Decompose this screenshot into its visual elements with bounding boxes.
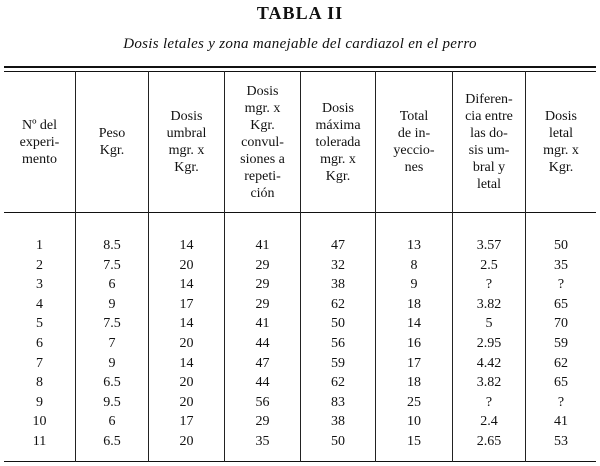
table-cell: 62 <box>331 296 345 312</box>
table-title: TABLA II <box>256 3 344 23</box>
table-cell: 2.95 <box>476 335 502 351</box>
table-cell: 50 <box>331 316 345 332</box>
column-max-tolerated-dose <box>301 236 375 452</box>
table-cell: ? <box>557 394 565 410</box>
table-cell: 41 <box>255 238 270 253</box>
header-total-injections: Total de in- yeccio- nes <box>393 109 435 175</box>
column-convulsion-dose <box>225 236 300 452</box>
table-cell: 38 <box>331 277 345 293</box>
header-dose-difference: Diferen- cia entre las do- sis um- bral y letal <box>465 92 513 192</box>
header-experiment: Nº del experi- mento <box>19 117 60 167</box>
table-cell: 53 <box>554 433 568 449</box>
table-cell: 9.5 <box>103 394 121 410</box>
table-cell: 20 <box>179 433 194 449</box>
table-cell: 4.42 <box>476 355 502 371</box>
header-weight: Peso Kgr. <box>98 126 126 158</box>
table-cell: 6 <box>108 277 116 293</box>
table-cell: 62 <box>331 375 345 391</box>
header-lethal-dose: Dosis letal mgr. x Kgr. <box>543 109 579 175</box>
column-threshold-dose <box>149 236 224 452</box>
table-cell: 62 <box>554 355 568 371</box>
table-cell: 6.5 <box>103 433 121 449</box>
table-cell: 14 <box>179 277 194 293</box>
table-cell: 18 <box>407 375 421 391</box>
table-cell: 50 <box>331 433 345 449</box>
table-subtitle: Dosis letales y zona manejable del cardiazol en el perro <box>123 36 477 52</box>
table-cell: 20 <box>179 335 194 351</box>
table-cell: 3.82 <box>476 375 502 391</box>
table-cell: 9 <box>410 277 418 293</box>
table-cell: 17 <box>179 296 194 312</box>
table-cell: 29 <box>255 414 270 430</box>
table-cell: 14 <box>179 355 194 371</box>
table-cell: 6 <box>108 414 116 430</box>
table-cell: 7 <box>108 335 116 351</box>
table-cell: 59 <box>554 335 568 351</box>
table-cell: 25 <box>407 394 421 410</box>
table-cell: 35 <box>554 257 568 273</box>
table-cell: 9 <box>36 394 43 410</box>
table-cell: 20 <box>179 394 194 410</box>
table-cell: 2.65 <box>476 433 502 449</box>
table-cell: ? <box>485 394 493 410</box>
table-cell: 16 <box>407 335 421 351</box>
table-cell: 41 <box>554 414 568 430</box>
table-cell: 14 <box>179 238 194 253</box>
table-cell: 44 <box>255 335 270 351</box>
table-cell: 32 <box>331 257 345 273</box>
table-cell: 4 <box>36 296 43 312</box>
table-cell: 2 <box>36 257 43 273</box>
table-cell: 3 <box>36 277 43 293</box>
column-lethal-dose <box>526 236 596 452</box>
table-cell: 7.5 <box>103 316 121 332</box>
table-cell: 10 <box>32 414 47 430</box>
table-cell: 9 <box>108 296 116 312</box>
table-cell: ? <box>557 277 565 293</box>
table-cell: 15 <box>407 433 421 449</box>
table-cell: 41 <box>255 316 270 332</box>
table-cell: 44 <box>255 375 270 391</box>
table-cell: 6.5 <box>103 375 121 391</box>
table-cell: 10 <box>407 414 421 430</box>
table-cell: 11 <box>32 433 47 449</box>
table-cell: 14 <box>407 316 421 332</box>
header-threshold-dose: Dosis umbral mgr. x Kgr. <box>166 109 207 175</box>
table-cell: 17 <box>179 414 194 430</box>
table-cell: 8.5 <box>103 238 121 253</box>
table-cell: 18 <box>407 296 421 312</box>
table-cell: 20 <box>179 375 194 391</box>
table-cell: 2.5 <box>480 257 498 273</box>
column-weight <box>76 236 148 452</box>
header-convulsion-dose: Dosis mgr. x Kgr. convul- siones a repeti- ción <box>240 83 285 201</box>
table-cell: 5 <box>36 316 43 332</box>
table-cell: 17 <box>407 355 421 371</box>
table-cell: 65 <box>554 296 568 312</box>
table-cell: 56 <box>255 394 270 410</box>
table-cell: 8 <box>36 375 43 391</box>
table-cell: 13 <box>407 238 421 253</box>
top-rule <box>4 66 596 68</box>
table-cell: 56 <box>331 335 345 351</box>
header-max-tolerated-dose: Dosis máxima tolerada mgr. x Kgr. <box>315 100 361 184</box>
table-cell: 70 <box>554 316 568 332</box>
column-experiment <box>4 236 75 452</box>
table-cell: 8 <box>410 257 418 273</box>
table-cell: 20 <box>179 257 194 273</box>
table-cell: 35 <box>255 433 270 449</box>
table-cell: 1 <box>36 238 43 253</box>
column-dose-difference <box>453 236 525 452</box>
table-cell: 2.4 <box>480 414 498 430</box>
table-cell: 9 <box>108 355 116 371</box>
table-cell: 47 <box>255 355 270 371</box>
table-cell: 38 <box>331 414 345 430</box>
table-cell: 50 <box>554 238 568 253</box>
table-cell: ? <box>485 277 493 293</box>
table-cell: 5 <box>485 316 493 332</box>
table-cell: 3.82 <box>476 296 502 312</box>
table-cell: 29 <box>255 277 270 293</box>
table-cell: 3.57 <box>476 238 502 253</box>
table-cell: 6 <box>36 335 43 351</box>
table-cell: 47 <box>331 238 345 253</box>
table-cell: 29 <box>255 257 270 273</box>
table-cell: 14 <box>179 316 194 332</box>
table-cell: 65 <box>554 375 568 391</box>
column-total-injections <box>376 236 452 452</box>
table-cell: 29 <box>255 296 270 312</box>
table-cell: 83 <box>331 394 345 410</box>
table-cell: 7.5 <box>103 257 121 273</box>
table-cell: 59 <box>331 355 345 371</box>
table-cell: 7 <box>36 355 43 371</box>
